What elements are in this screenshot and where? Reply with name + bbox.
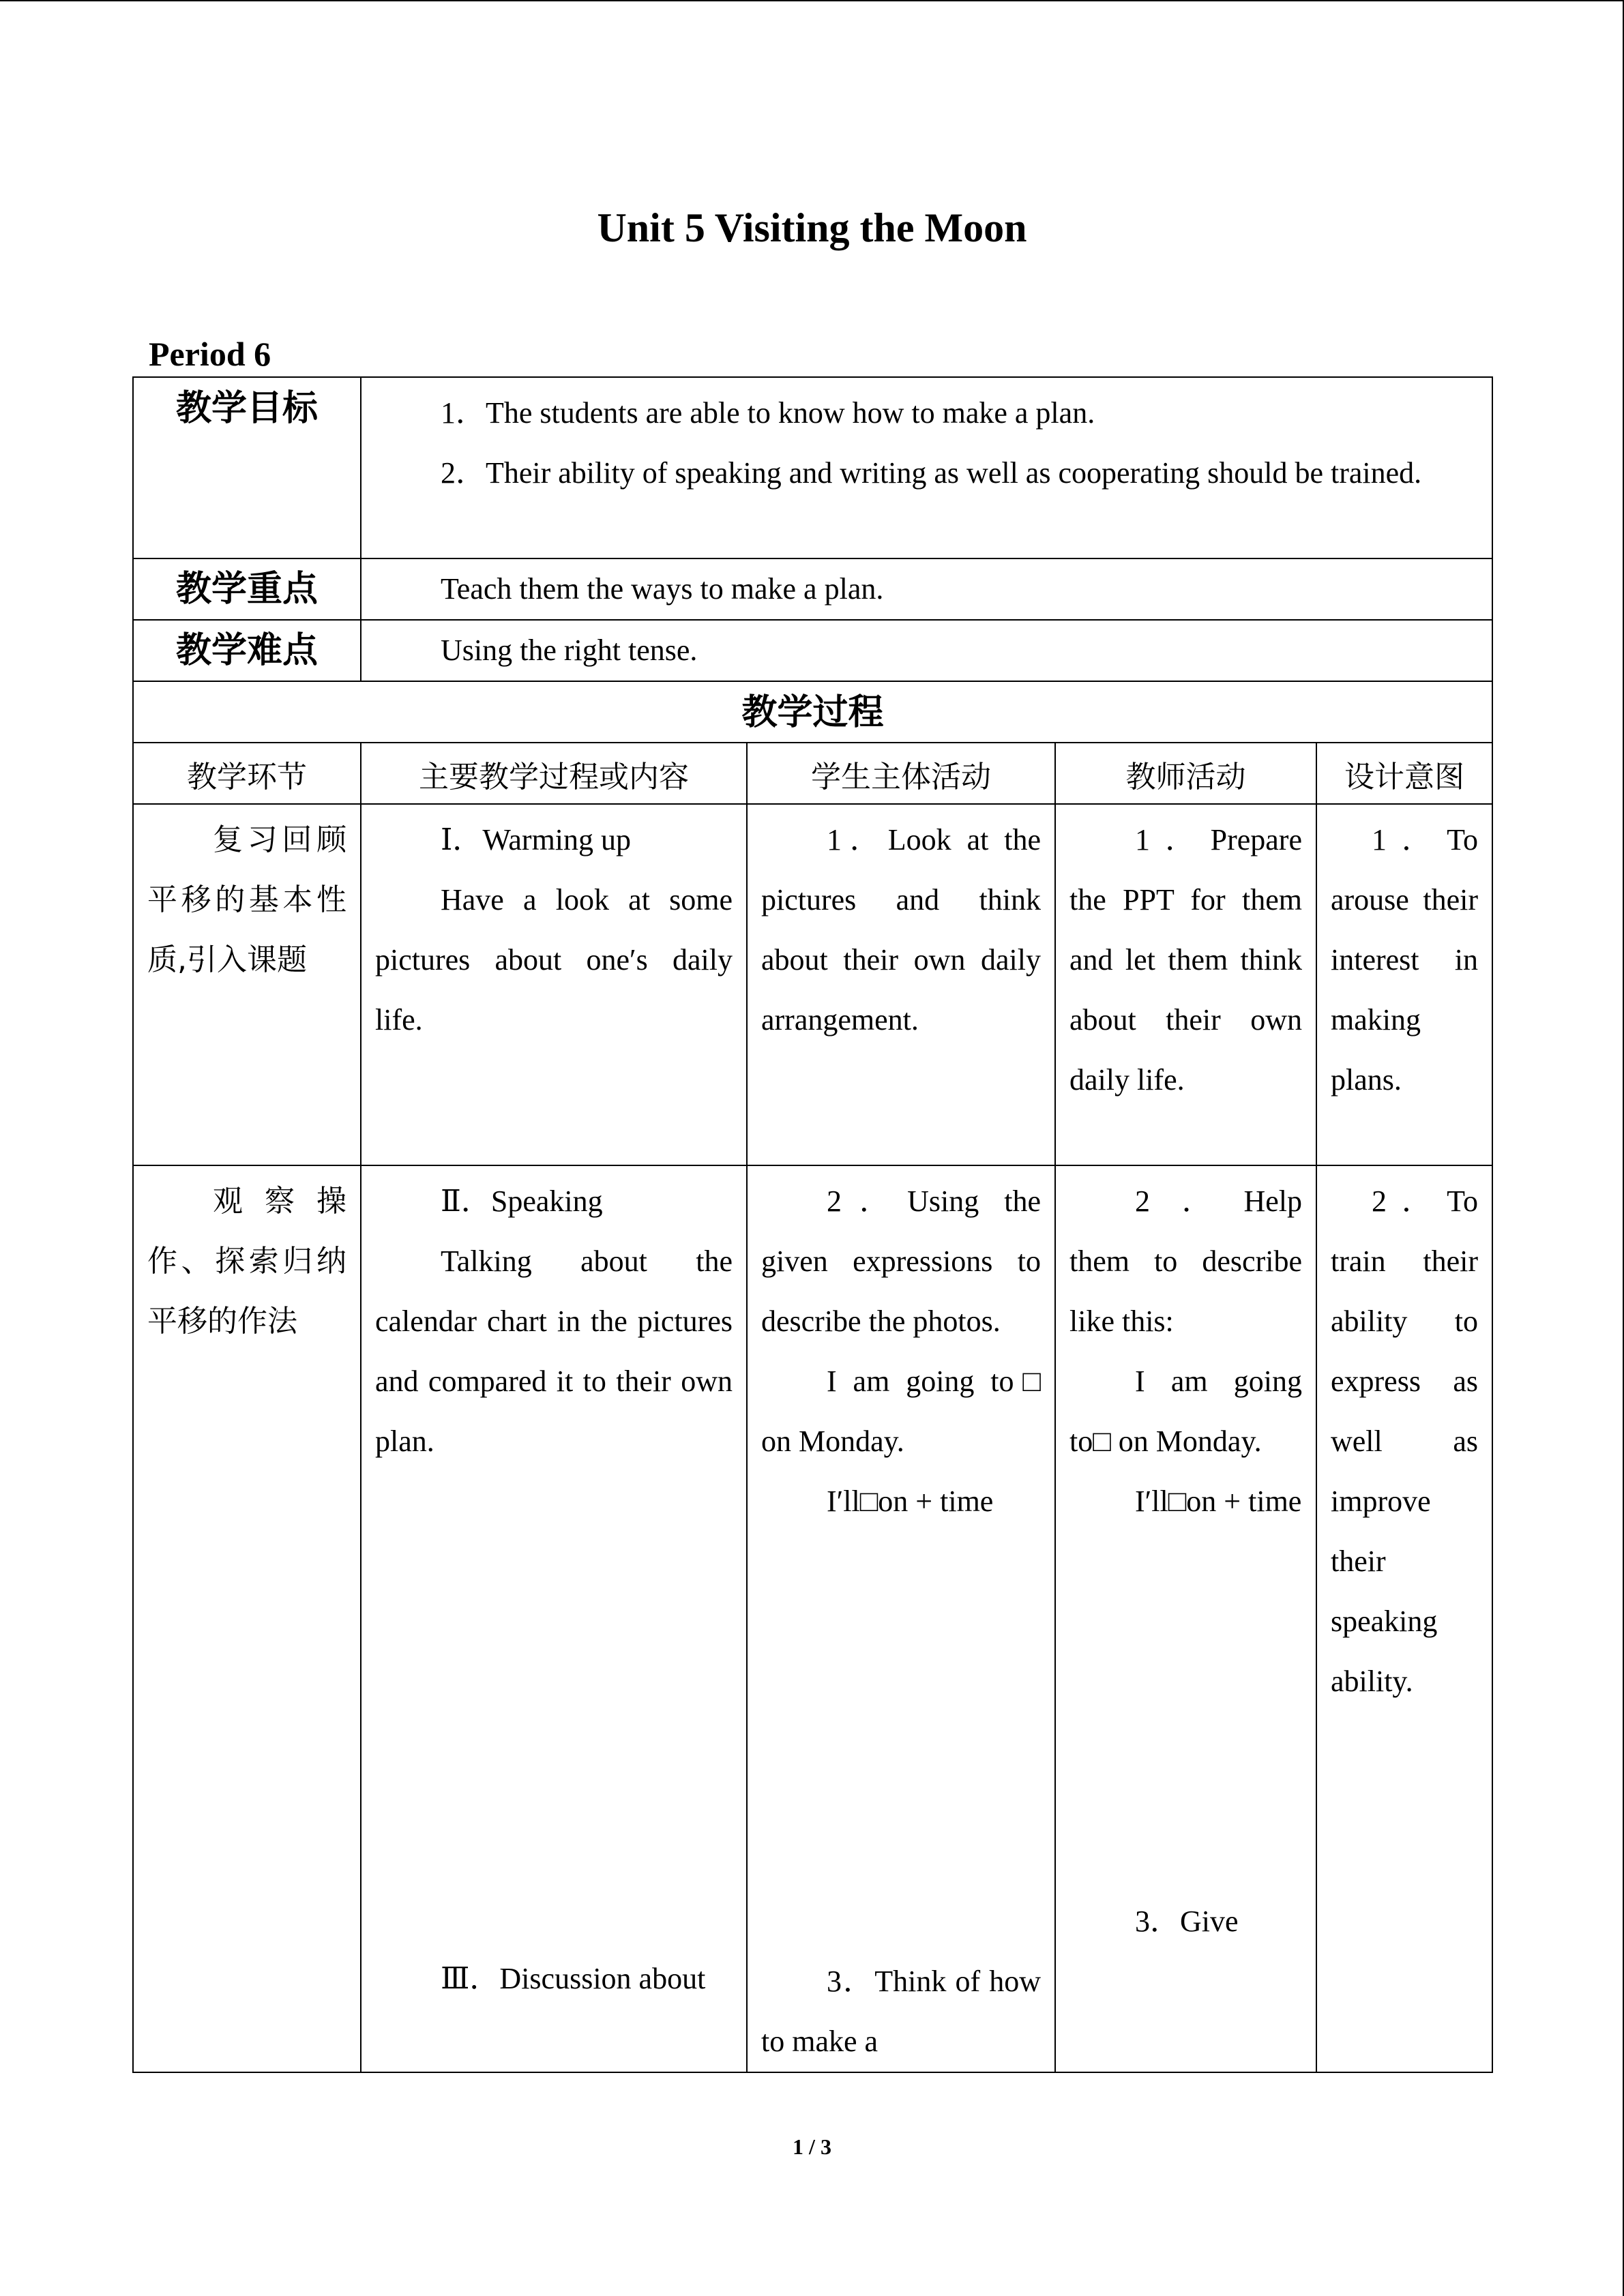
difficulties-row [133, 620, 1492, 681]
intent-cell [1316, 1165, 1492, 2072]
table-row [133, 804, 1492, 1165]
process-header-row [133, 681, 1492, 743]
col-header-stage: 教学环节 [133, 743, 361, 804]
objective-1: 1．The students are able to know how to make a plan. [441, 396, 1095, 430]
spacer [1069, 1532, 1302, 1892]
page-title: Unit 5 Visiting the Moon [597, 205, 1027, 250]
spacer [761, 1532, 1041, 1952]
student-cell [747, 1165, 1055, 2072]
key-points-content [361, 558, 1492, 620]
table-row [133, 1165, 1492, 2072]
lesson-plan-table [132, 376, 1493, 2073]
stage-cell [133, 1165, 361, 2072]
student-text-4: 3．Think of how to make a [761, 1965, 1041, 2058]
teacher-text-3: I′ll□on + time [1135, 1485, 1302, 1518]
col-header-teacher: 教师活动 [1055, 743, 1316, 804]
content-text: Have a look at some pictures about one′s daily life. [375, 883, 733, 1037]
col-header-content: 主要教学过程或内容 [361, 743, 747, 804]
student-cell [747, 804, 1055, 1165]
difficulties-label: 教学难点 [133, 620, 361, 681]
column-header-row [133, 743, 1492, 804]
content-cell [361, 804, 747, 1165]
spacer [375, 1472, 733, 1949]
student-text-3: I′ll□on + time [827, 1485, 994, 1518]
teacher-text: 1．Prepare the PPT for them and let them think about their own daily life. [1069, 823, 1302, 1097]
teacher-text-4: 3．Give [1135, 1905, 1239, 1938]
page-number: 1 / 3 [793, 2134, 831, 2159]
objectives-row [133, 377, 1492, 558]
objectives-content [361, 377, 1492, 558]
teacher-cell [1055, 804, 1316, 1165]
intent-text: 2．To train their ability to express as well as improve their speaking ability. [1331, 1184, 1478, 1698]
stage-cell [133, 804, 361, 1165]
student-text-2: I am going to□ on Monday. [761, 1365, 1041, 1458]
content-title-3: Ⅲ．Discussion about [441, 1962, 706, 1995]
content-title: Ⅱ．Speaking [441, 1184, 603, 1218]
content-title: Ⅰ．Warming up [441, 823, 632, 856]
col-header-intent: 设计意图 [1316, 743, 1492, 804]
stage-text: 复习回顾平移的基本性质,引入课题 [147, 822, 346, 977]
teacher-text-2: I am going to□ on Monday. [1069, 1365, 1302, 1458]
teacher-cell [1055, 1165, 1316, 2072]
teacher-text-1: 2．Help them to describe like this: [1069, 1184, 1302, 1338]
intent-cell [1316, 804, 1492, 1165]
objectives-label: 教学目标 [133, 377, 361, 558]
student-text-1: 2．Using the given expressions to describe the photos. [761, 1184, 1041, 1338]
stage-text: 观察操作、探索归纳平移的作法 [147, 1184, 346, 1339]
period-label: Period 6 [149, 335, 271, 373]
difficulties-text: Using the right tense. [441, 633, 698, 667]
process-label: 教学过程 [133, 681, 1492, 743]
col-header-student: 学生主体活动 [747, 743, 1055, 804]
key-points-label: 教学重点 [133, 558, 361, 620]
content-cell [361, 1165, 747, 2072]
student-text: 1．Look at the pictures and think about their own daily arrangement. [761, 823, 1041, 1037]
intent-text: 1．To arouse their interest in making plans. [1331, 823, 1478, 1097]
difficulties-content [361, 620, 1492, 681]
key-points-text: Teach them the ways to make a plan. [441, 572, 884, 606]
content-text: Talking about the calendar chart in the pictures and compared it to their own plan. [375, 1244, 733, 1458]
key-points-row [133, 558, 1492, 620]
objective-2: 2．Their ability of speaking and writing as well as cooperating should be trained. [441, 456, 1422, 490]
